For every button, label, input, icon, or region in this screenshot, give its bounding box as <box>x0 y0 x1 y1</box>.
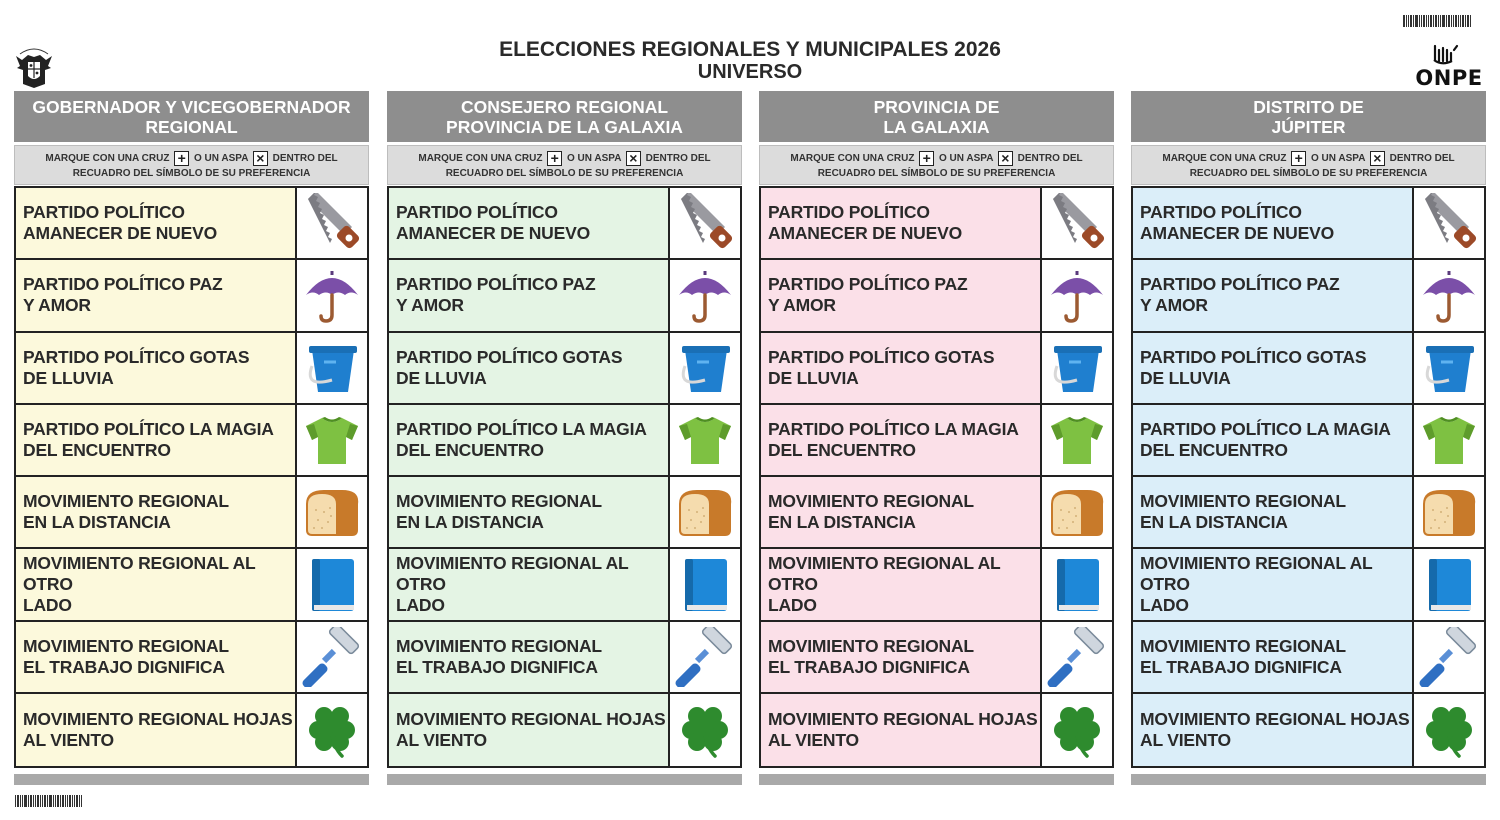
option-symbol-box[interactable] <box>1414 477 1484 547</box>
ballot-option <box>16 188 367 260</box>
option-name <box>16 333 297 403</box>
clover-icon <box>302 700 362 760</box>
option-name <box>389 622 670 692</box>
option-name-line1: PARTIDO POLÍTICO PAZ <box>396 274 596 295</box>
ballot-option <box>1133 477 1484 549</box>
ballot-option <box>16 405 367 477</box>
option-name <box>16 622 297 692</box>
option-name-line2: DE LLUVIA <box>768 367 859 388</box>
instruction-text-cross: MARQUE CON UNA CRUZ <box>45 153 170 165</box>
ballot-column-3 <box>759 91 1114 785</box>
option-name-line2: DE LLUVIA <box>396 367 487 388</box>
instruction-text-inside: DENTRO DEL <box>1017 153 1083 165</box>
option-name <box>761 477 1042 547</box>
ballot-option <box>389 260 740 332</box>
option-symbol-box[interactable] <box>670 188 740 258</box>
book-icon <box>675 555 735 615</box>
ballot-option <box>16 694 367 766</box>
marking-instructions <box>14 145 369 185</box>
x-mark-icon: × <box>626 151 641 166</box>
coat-of-arms-icon <box>14 44 54 90</box>
cross-mark-icon: + <box>1291 151 1306 166</box>
option-symbol-box[interactable] <box>670 333 740 403</box>
option-name-line1: PARTIDO POLÍTICO PAZ <box>1140 274 1340 295</box>
option-name-line1: PARTIDO POLÍTICO LA MAGIA <box>768 419 1019 440</box>
ballot-title <box>300 38 1200 84</box>
instruction-text-cross: MARQUE CON UNA CRUZ <box>418 153 543 165</box>
bread-icon <box>1047 482 1107 542</box>
option-name-line1: PARTIDO POLÍTICO <box>768 202 930 223</box>
column-header-line2: PROVINCIA DE LA GALAXIA <box>446 116 683 137</box>
options-list <box>14 186 369 768</box>
column-footer-bar <box>14 774 369 785</box>
option-name-line1: MOVIMIENTO REGIONAL <box>1140 635 1346 656</box>
ballot-option <box>1133 622 1484 694</box>
option-name-line1: MOVIMIENTO REGIONAL AL OTRO <box>768 553 1001 595</box>
column-header-line1: GOBERNADOR Y VICEGOBERNADOR <box>32 96 351 117</box>
option-symbol-box[interactable] <box>1042 260 1112 330</box>
option-symbol-box[interactable] <box>1042 333 1112 403</box>
column-footer-bar <box>387 774 742 785</box>
option-name-line2: LADO <box>23 595 72 616</box>
option-symbol-box[interactable] <box>670 549 740 619</box>
saw-icon <box>1047 193 1107 253</box>
option-name-line2: EL TRABAJO DIGNIFICA <box>23 656 225 677</box>
option-name-line2: DEL ENCUENTRO <box>768 440 916 461</box>
option-name-line1: PARTIDO POLÍTICO LA MAGIA <box>23 419 274 440</box>
option-name <box>1133 405 1414 475</box>
option-symbol-box[interactable] <box>1414 549 1484 619</box>
option-symbol-box[interactable] <box>297 333 367 403</box>
option-name <box>1133 333 1414 403</box>
instruction-line1 <box>1132 151 1485 166</box>
option-symbol-box[interactable] <box>670 622 740 692</box>
option-name-line1: MOVIMIENTO REGIONAL <box>396 491 602 512</box>
option-name <box>1133 260 1414 330</box>
option-name-line2: EN LA DISTANCIA <box>396 512 544 533</box>
option-symbol-box[interactable] <box>670 260 740 330</box>
option-name-line1: MOVIMIENTO REGIONAL AL OTRO <box>1140 553 1373 595</box>
razor-icon <box>1419 627 1479 687</box>
instruction-line1 <box>388 151 741 166</box>
option-name <box>1133 694 1414 766</box>
column-header-line2: JÚPITER <box>1271 116 1346 137</box>
onpe-logo <box>1410 44 1488 90</box>
instruction-text-aspa: O UN ASPA <box>567 153 622 165</box>
ballot-hand-icon <box>1432 44 1466 68</box>
option-name <box>16 477 297 547</box>
tshirt-icon <box>1047 410 1107 470</box>
instruction-text-inside: DENTRO DEL <box>272 153 338 165</box>
instruction-text-aspa: O UN ASPA <box>1311 153 1366 165</box>
option-name-line1: MOVIMIENTO REGIONAL HOJAS <box>768 709 1038 730</box>
option-symbol-box[interactable] <box>1414 694 1484 766</box>
column-header-line2: LA GALAXIA <box>883 116 990 137</box>
ballot-option <box>1133 188 1484 260</box>
ballot-option <box>16 477 367 549</box>
option-name-line1: MOVIMIENTO REGIONAL AL OTRO <box>23 553 256 595</box>
ballot-option <box>1133 549 1484 621</box>
option-name <box>1133 622 1414 692</box>
ballot-option <box>761 477 1112 549</box>
instruction-line1 <box>760 151 1113 166</box>
ballot-column-4 <box>1131 91 1486 785</box>
option-symbol-box[interactable] <box>1042 549 1112 619</box>
option-name <box>761 405 1042 475</box>
option-name-line1: MOVIMIENTO REGIONAL <box>23 491 229 512</box>
instruction-text-inside: DENTRO DEL <box>645 153 711 165</box>
option-name <box>1133 477 1414 547</box>
razor-icon <box>302 627 362 687</box>
column-footer-bar <box>1131 774 1486 785</box>
option-symbol-box[interactable] <box>1414 188 1484 258</box>
ballot-option <box>761 333 1112 405</box>
ballot-option <box>1133 260 1484 332</box>
option-symbol-box[interactable] <box>1042 694 1112 766</box>
option-name-line2: AL VIENTO <box>1140 730 1231 751</box>
option-name <box>389 333 670 403</box>
column-header <box>759 91 1114 142</box>
option-name <box>16 694 297 766</box>
tshirt-icon <box>675 410 735 470</box>
bread-icon <box>302 482 362 542</box>
option-name-line2: EL TRABAJO DIGNIFICA <box>396 656 598 677</box>
option-symbol-box[interactable] <box>297 477 367 547</box>
options-list <box>759 186 1114 768</box>
clover-icon <box>675 700 735 760</box>
clover-icon <box>1047 700 1107 760</box>
onpe-logo-text: ONPE <box>1415 66 1483 90</box>
option-name <box>389 405 670 475</box>
option-name-line1: PARTIDO POLÍTICO LA MAGIA <box>1140 419 1391 440</box>
ballot-option <box>389 188 740 260</box>
book-icon <box>302 555 362 615</box>
saw-icon <box>675 193 735 253</box>
option-name-line2: AMANECER DE NUEVO <box>1140 223 1334 244</box>
razor-icon <box>675 627 735 687</box>
option-name-line2: DEL ENCUENTRO <box>396 440 544 461</box>
option-name-line1: PARTIDO POLÍTICO LA MAGIA <box>396 419 647 440</box>
options-list <box>1131 186 1486 768</box>
option-name-line2: AMANECER DE NUEVO <box>396 223 590 244</box>
bucket-icon <box>1419 338 1479 398</box>
instruction-text-inside: DENTRO DEL <box>1389 153 1455 165</box>
option-symbol-box[interactable] <box>1042 405 1112 475</box>
option-name-line2: DE LLUVIA <box>23 367 114 388</box>
saw-icon <box>302 193 362 253</box>
ballot-option <box>761 405 1112 477</box>
option-symbol-box[interactable] <box>297 622 367 692</box>
option-name <box>389 549 670 619</box>
election-subtitle: UNIVERSO <box>697 61 803 83</box>
option-name-line1: PARTIDO POLÍTICO GOTAS <box>23 346 250 367</box>
option-symbol-box[interactable] <box>670 405 740 475</box>
option-name-line1: MOVIMIENTO REGIONAL HOJAS <box>396 709 666 730</box>
option-name-line2: LADO <box>768 595 817 616</box>
ballot-option <box>16 333 367 405</box>
option-name-line2: DEL ENCUENTRO <box>1140 440 1288 461</box>
ballot-option <box>389 405 740 477</box>
option-name <box>761 622 1042 692</box>
option-name-line1: MOVIMIENTO REGIONAL HOJAS <box>1140 709 1410 730</box>
option-name <box>761 260 1042 330</box>
bread-icon <box>1419 482 1479 542</box>
ballot-option <box>16 622 367 694</box>
option-name-line1: PARTIDO POLÍTICO GOTAS <box>768 346 995 367</box>
options-list <box>387 186 742 768</box>
option-name-line2: EN LA DISTANCIA <box>768 512 916 533</box>
option-name-line2: DE LLUVIA <box>1140 367 1231 388</box>
x-mark-icon: × <box>253 151 268 166</box>
tshirt-icon <box>302 410 362 470</box>
cross-mark-icon: + <box>174 151 189 166</box>
instruction-line2: RECUADRO DEL SÍMBOLO DE SU PREFERENCIA <box>817 168 1056 180</box>
option-name-line2: Y AMOR <box>396 295 464 316</box>
marking-instructions <box>1131 145 1486 185</box>
option-name-line2: EN LA DISTANCIA <box>1140 512 1288 533</box>
option-name-line2: AL VIENTO <box>23 730 114 751</box>
bucket-icon <box>1047 338 1107 398</box>
option-name <box>1133 549 1414 619</box>
option-symbol-box[interactable] <box>297 260 367 330</box>
instruction-line1 <box>15 151 368 166</box>
option-name <box>16 405 297 475</box>
option-name <box>761 333 1042 403</box>
column-header <box>387 91 742 142</box>
clover-icon <box>1419 700 1479 760</box>
ballot-option <box>1133 333 1484 405</box>
ballot-option <box>761 260 1112 332</box>
option-name-line1: PARTIDO POLÍTICO GOTAS <box>396 346 623 367</box>
option-symbol-box[interactable] <box>1414 405 1484 475</box>
option-symbol-box[interactable] <box>1414 622 1484 692</box>
instruction-line2: RECUADRO DEL SÍMBOLO DE SU PREFERENCIA <box>445 168 684 180</box>
ballot-option <box>1133 405 1484 477</box>
option-name-line2: AL VIENTO <box>396 730 487 751</box>
option-name-line1: MOVIMIENTO REGIONAL <box>768 635 974 656</box>
instruction-text-cross: MARQUE CON UNA CRUZ <box>790 153 915 165</box>
option-name-line1: PARTIDO POLÍTICO <box>1140 202 1302 223</box>
ballot-column-1 <box>14 91 369 785</box>
option-symbol-box[interactable] <box>297 188 367 258</box>
option-name-line2: LADO <box>396 595 445 616</box>
option-name-line2: EN LA DISTANCIA <box>23 512 171 533</box>
option-name <box>389 477 670 547</box>
option-symbol-box[interactable] <box>1042 622 1112 692</box>
bread-icon <box>675 482 735 542</box>
election-title: ELECCIONES REGIONALES Y MUNICIPALES 2026 <box>499 38 1001 61</box>
option-symbol-box[interactable] <box>297 549 367 619</box>
marking-instructions <box>759 145 1114 185</box>
option-symbol-box[interactable] <box>1414 260 1484 330</box>
option-symbol-box[interactable] <box>297 405 367 475</box>
column-header-line1: DISTRITO DE <box>1253 96 1364 117</box>
ballot-option <box>16 549 367 621</box>
option-name-line1: PARTIDO POLÍTICO <box>23 202 185 223</box>
x-mark-icon: × <box>1370 151 1385 166</box>
option-name-line2: AMANECER DE NUEVO <box>768 223 962 244</box>
instruction-line2: RECUADRO DEL SÍMBOLO DE SU PREFERENCIA <box>1189 168 1428 180</box>
ballot-option <box>761 549 1112 621</box>
cross-mark-icon: + <box>547 151 562 166</box>
instruction-text-aspa: O UN ASPA <box>939 153 994 165</box>
option-name <box>389 694 670 766</box>
option-name-line2: EL TRABAJO DIGNIFICA <box>1140 656 1342 677</box>
saw-icon <box>1419 193 1479 253</box>
barcode-bottom <box>15 795 98 807</box>
option-name-line2: Y AMOR <box>1140 295 1208 316</box>
umbrella-icon <box>1047 265 1107 325</box>
ballot-option <box>389 622 740 694</box>
option-symbol-box[interactable] <box>1042 188 1112 258</box>
option-name-line2: Y AMOR <box>768 295 836 316</box>
column-header <box>14 91 369 142</box>
option-name <box>389 188 670 258</box>
option-name-line1: MOVIMIENTO REGIONAL AL OTRO <box>396 553 629 595</box>
marking-instructions <box>387 145 742 185</box>
instruction-line2: RECUADRO DEL SÍMBOLO DE SU PREFERENCIA <box>72 168 311 180</box>
option-symbol-box[interactable] <box>670 694 740 766</box>
option-name-line2: AMANECER DE NUEVO <box>23 223 217 244</box>
umbrella-icon <box>675 265 735 325</box>
option-symbol-box[interactable] <box>670 477 740 547</box>
umbrella-icon <box>302 265 362 325</box>
option-symbol-box[interactable] <box>1414 333 1484 403</box>
ballot-option <box>761 188 1112 260</box>
ballot-option <box>16 260 367 332</box>
barcode-top <box>1403 15 1485 27</box>
ballot-option <box>389 694 740 766</box>
ballot-option <box>761 622 1112 694</box>
option-name-line1: PARTIDO POLÍTICO PAZ <box>23 274 223 295</box>
ballot-option <box>389 549 740 621</box>
option-name-line1: MOVIMIENTO REGIONAL <box>1140 491 1346 512</box>
option-name <box>761 549 1042 619</box>
column-footer-bar <box>759 774 1114 785</box>
instruction-text-cross: MARQUE CON UNA CRUZ <box>1162 153 1287 165</box>
option-name <box>16 549 297 619</box>
option-symbol-box[interactable] <box>1042 477 1112 547</box>
book-icon <box>1419 555 1479 615</box>
cross-mark-icon: + <box>919 151 934 166</box>
umbrella-icon <box>1419 265 1479 325</box>
option-name-line2: Y AMOR <box>23 295 91 316</box>
option-name-line2: EL TRABAJO DIGNIFICA <box>768 656 970 677</box>
column-header-line1: PROVINCIA DE <box>873 96 1000 117</box>
option-name <box>1133 188 1414 258</box>
option-symbol-box[interactable] <box>297 694 367 766</box>
option-name-line1: MOVIMIENTO REGIONAL <box>768 491 974 512</box>
column-header-line1: CONSEJERO REGIONAL <box>460 96 669 117</box>
option-name-line1: PARTIDO POLÍTICO <box>396 202 558 223</box>
option-name-line2: DEL ENCUENTRO <box>23 440 171 461</box>
option-name-line2: AL VIENTO <box>768 730 859 751</box>
option-name-line1: MOVIMIENTO REGIONAL <box>23 635 229 656</box>
bucket-icon <box>675 338 735 398</box>
column-header <box>1131 91 1486 142</box>
x-mark-icon: × <box>998 151 1013 166</box>
ballot-option <box>389 333 740 405</box>
ballot-column-2 <box>387 91 742 785</box>
option-name-line2: LADO <box>1140 595 1189 616</box>
option-name <box>16 188 297 258</box>
option-name-line1: MOVIMIENTO REGIONAL HOJAS <box>23 709 293 730</box>
option-name <box>761 188 1042 258</box>
razor-icon <box>1047 627 1107 687</box>
bucket-icon <box>302 338 362 398</box>
instruction-text-aspa: O UN ASPA <box>194 153 249 165</box>
option-name <box>761 694 1042 766</box>
option-name-line1: MOVIMIENTO REGIONAL <box>396 635 602 656</box>
ballot-option <box>389 477 740 549</box>
option-name <box>389 260 670 330</box>
option-name <box>16 260 297 330</box>
ballot-option <box>1133 694 1484 766</box>
book-icon <box>1047 555 1107 615</box>
option-name-line1: PARTIDO POLÍTICO PAZ <box>768 274 968 295</box>
tshirt-icon <box>1419 410 1479 470</box>
option-name-line1: PARTIDO POLÍTICO GOTAS <box>1140 346 1367 367</box>
ballot-option <box>761 694 1112 766</box>
column-header-line2: REGIONAL <box>145 116 238 137</box>
